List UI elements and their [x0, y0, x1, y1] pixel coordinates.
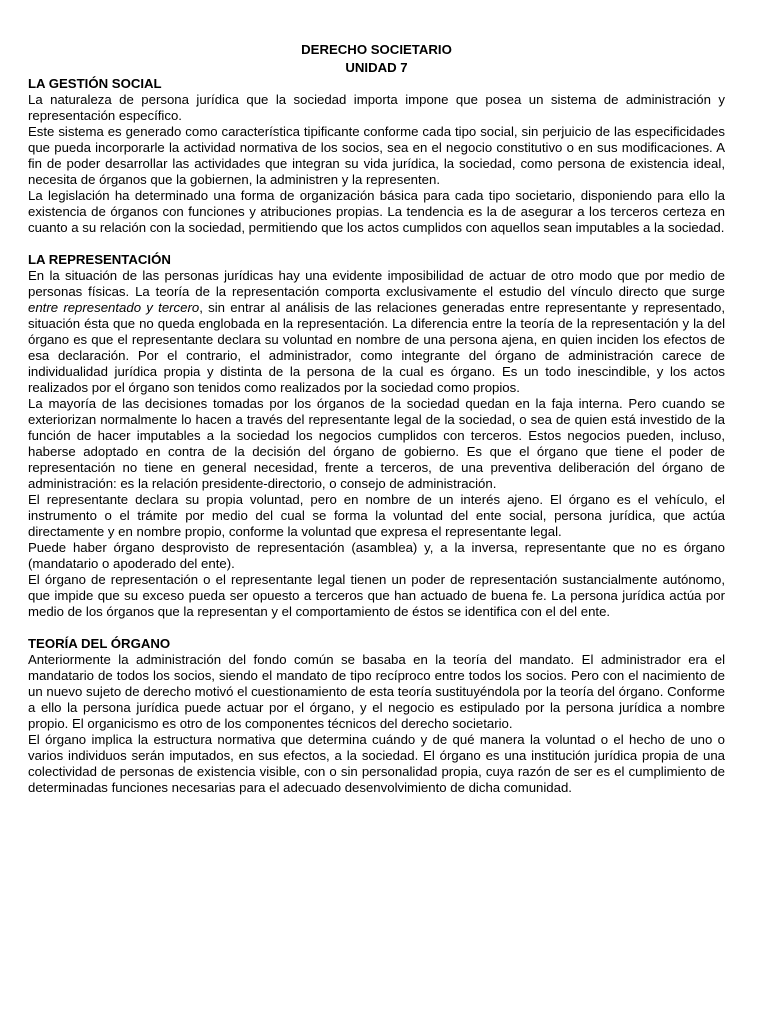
paragraph: Anteriormente la administración del fondo común se basaba en la teoría del mandato. El administrador era el mandatario de todos los socios, siendo el mandato de tipo recíproco entre todos los socios. Pero con el nacimiento de un nuevo sujeto de derecho motivó el cuestionamiento de esta teoría sustituyéndola por la teoría del órgano. Conforme a ello la persona jurídica puede actuar por el órgano, y el negocio es estipulado por la persona jurídica a nombre propio. El organicismo es otro de los componentes técnicos del derecho societario.	[28, 652, 725, 731]
document-title: DERECHO SOCIETARIO	[301, 42, 452, 57]
section-heading-gestion-social: LA GESTIÓN SOCIAL	[28, 76, 162, 91]
paragraph: Puede haber órgano desprovisto de representación (asamblea) y, a la inversa, representante que no es órgano (mandatario o apoderado del ente).	[28, 540, 725, 571]
paragraph: La naturaleza de persona jurídica que la sociedad importa impone que posea un sistema de administración y representación específico.	[28, 92, 725, 123]
paragraph: Este sistema es generado como característica tipificante conforme cada tipo social, sin perjuicio de las especificidades que pueda incorporarle la actividad normativa de los socios, sea en el negocio constitutivo o en sus modificaciones. A fin de poder desarrollar las actividades que integran su vida jurídica, la sociedad, como persona de existencia ideal, necesita de órganos que la gobiernen, la administren y la representen.	[28, 124, 725, 187]
section-spacer	[28, 236, 725, 252]
paragraph: El representante declara su propia voluntad, pero en nombre de un interés ajeno. El órgano es el vehículo, el instrumento o el trámite por medio del cual se forma la voluntad del ente social, persona jurídica, que actúa directamente y en nombre propio, conforme la voluntad que expresa el representante legal.	[28, 492, 725, 539]
paragraph: El órgano implica la estructura normativa que determina cuándo y de qué manera la voluntad o el hecho de uno o varios individuos serán imputados, en sus efectos, a la sociedad. El órgano es una institución jurídica propia de una colectividad de personas de existencia visible, con o sin personalidad propia, cuya razón de ser es el cumplimiento de determinadas funciones necesarias para el adecuado desenvolvimiento de dicha comunidad.	[28, 732, 725, 795]
paragraph: La legislación ha determinado una forma de organización básica para cada tipo societario, disponiendo para ello la existencia de órganos con funciones y atribuciones propias. La tendencia es la de asegurar a los terceros certeza en cuanto a su relación con la sociedad, permitiendo que los actos cumplidos con aquellos sean imputables a la sociedad.	[28, 188, 725, 235]
section-heading-teoria-organo: TEORÍA DEL ÓRGANO	[28, 636, 171, 651]
paragraph: El órgano de representación o el representante legal tienen un poder de representación sustancialmente autónomo, que impide que su exceso pueda ser opuesto a terceros que han actuado de buena fe. La persona jurídica actúa por medio de los órganos que la representan y el comportamiento de éstos se identifica con el del ente.	[28, 572, 725, 619]
italic-phrase: entre representado y tercero	[28, 300, 200, 315]
section-spacer	[28, 620, 725, 636]
document-subtitle: UNIDAD 7	[345, 60, 408, 75]
paragraph: La mayoría de las decisiones tomadas por los órganos de la sociedad quedan en la faja interna. Pero cuando se exteriorizan normalmente lo hacen a través del representante legal de la sociedad, o sea de quien está investido de la función de hacer imputables a la sociedad los negocios cumplidos con terceros. Estos negocios pueden, incluso, haberse adoptado en contra de la decisión del órgano de gobierno. Es que el órgano que tiene el poder de representación no tiene en general necesidad, frente a terceros, de una preventiva deliberación del órgano de administración: es la relación presidente-directorio, o consejo de administración.	[28, 396, 725, 491]
paragraph-text: En la situación de las personas jurídicas hay una evidente imposibilidad de actuar de otro modo que por medio de personas físicas. La teoría de la representación comporta exclusivamente el estudio del vínculo directo que surge	[28, 268, 725, 299]
section-heading-representacion: LA REPRESENTACIÓN	[28, 252, 171, 267]
paragraph	[28, 268, 725, 396]
paragraph-text: , sin entrar al análisis de las relaciones generadas entre representante y representado, situación ésta que no queda englobada en la representación. La diferencia entre la teoría de la representación y la del órgano es que el representante declara su voluntad en nombre de una persona ajena, en quien inciden los efectos de esa declaración. Por el contrario, el administrador, como integrante del órgano de administración carece de individualidad jurídica propia y distinta de la persona de la cual es órgano. Es un todo inescindible, y los actos realizados por el órgano son tenidos como realizados por la sociedad como propios.	[28, 300, 725, 395]
